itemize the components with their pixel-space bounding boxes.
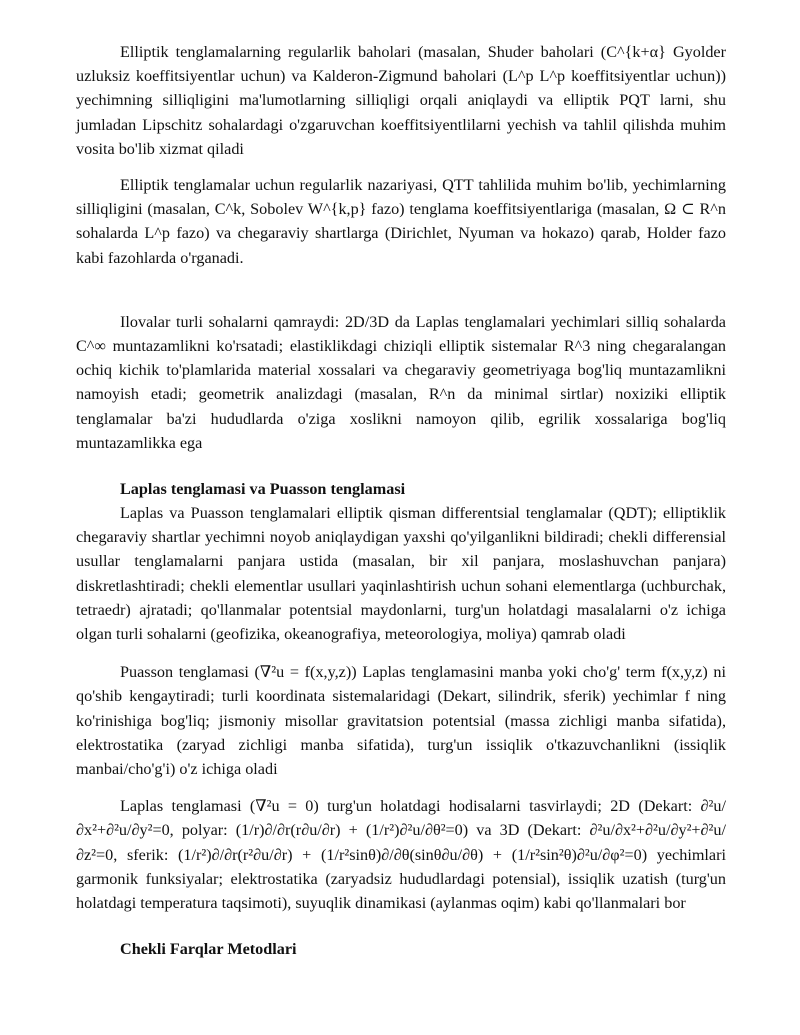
section-heading-laplace-poisson: Laplas tenglamasi va Puasson tenglamasi (120, 480, 406, 499)
paragraph-laplace-equation: Laplas tenglamasi (∇²u = 0) turg'un holatdagi hodisalarni tasvirlaydi; 2D (Dekart: ∂²u/∂x²+∂²u/∂y²=0, polyar: (1/r)∂/∂r(r∂u/∂r) + (1/r²)∂²u/∂θ²=0) va 3D (Dekart: ∂²u/∂x²+∂²u/∂y²+∂²u/∂z²=0, sferik: (1/r²)∂/∂r(r²∂u/∂r) + (1/r²sinθ)∂/∂θ(sinθ∂u/∂θ) + (1/r²sin²θ)∂²u/∂φ²=0) yechimlari garmonik funksiyalar; elektrostatika (zaryadsiz hududlardagi potensial), issiqlik uzatish (turg'un holatdagi temperatura taqsimoti), suyuqlik dinamikasi (aylanmas oqim) kabi qo'llanmalari bor (76, 797, 726, 913)
paragraph-poisson-equation: Puasson tenglamasi (∇²u = f(x,y,z)) Laplas tenglamasini manba yoki cho'g' term f(x,y,z) ni qo'shib kengaytiradi; turli koordinata sistemalaridagi (Dekart, silindrik, sferik) yechimlar f ning ko'rinishiga bog'liq; jismoniy misollar gravitatsion potentsial (massa zichligi manba sifatida), elektrostatika (zaryad zichligi manba sifatida), turg'un issiqlik o'tkazuvchanlikni (issiqlik manbai/cho'g'i) o'z ichiga oladi (76, 663, 726, 779)
paragraph-regularity-theory: Elliptik tenglamalar uchun regularlik nazariyasi, QTT tahlilida muhim bo'lib, yechimlarning silliqligini (masalan, C^k, Sobolev W^{k,p} fazo) tenglama koeffitsiyentlariga (masalan, Ω ⊂ R^n sohalarda L^p fazo) va chegaraviy shartlarga (Dirichlet, Nyuman va hokazo) qarab, Holder fazo kabi fazohlarda o'rganadi. (76, 176, 726, 267)
section-heading-finite-difference: Chekli Farqlar Metodlari (120, 940, 297, 959)
paragraph-regularity-estimates: Elliptik tenglamalarning regularlik baholari (masalan, Shuder baholari (C^{k+α} Gyolder uzluksiz koeffitsiyentlar uchun) va Kalderon-Zigmund baholari (L^p L^p koeffitsiyentlar uchun)) yechimning silliqligini ma'lumotlarning silliqligi orqali aniqlaydi va elliptik PQT larni, shu jumladan Lipschitz sohalardagi o'zgaruvchan koeffitsiyentlilarni yechish va tahlil qilishda muhim vosita bo'lib xizmat qiladi (76, 43, 726, 158)
paragraph-laplace-poisson-intro: Laplas va Puasson tenglamalari elliptik qisman differentsial tenglamalar (QDT); elliptiklik chegaraviy shartlar yechimni noyob aniqlaydigan yaxshi qo'yilganlikni bildiradi; chekli differensial usullar tenglamalarni panjara ustida (masalan, bir xil panjara, moslashuvchan panjara) diskretlashtiradi; chekli elementlar usullari yaqinlashtirish uchun sohani elementlarga (uchburchak, tetraedr) ajratadi; qo'llanmalar potentsial maydonlarni, turg'un holatdagi masalalarni o'z ichiga olgan turli sohalarni (geofizika, okeanografiya, meteorologiya, moliya) qamrab oladi (76, 504, 726, 644)
document-page (76, 40, 726, 961)
paragraph-applications: Ilovalar turli sohalarni qamraydi: 2D/3D da Laplas tenglamalari yechimlari silliq sohalarda C^∞ muntazamlikni ko'rsatadi; elastiklikdagi chiziqli elliptik sistemalar R^3 ning chegaralangan ochiq kichik to'plamlarida material xossalari va chegaraviy geometriyaga bog'liq muntazamlikni namoyish etadi; geometrik analizdagi (masalan, R^n da minimal sirtlar) noxiziki elliptik tenglamalar ba'zi hududlarda o'ziga xoslikni namoyon qilib, egrilik xossalariga bog'liq muntazamlikka ega (76, 312, 726, 452)
